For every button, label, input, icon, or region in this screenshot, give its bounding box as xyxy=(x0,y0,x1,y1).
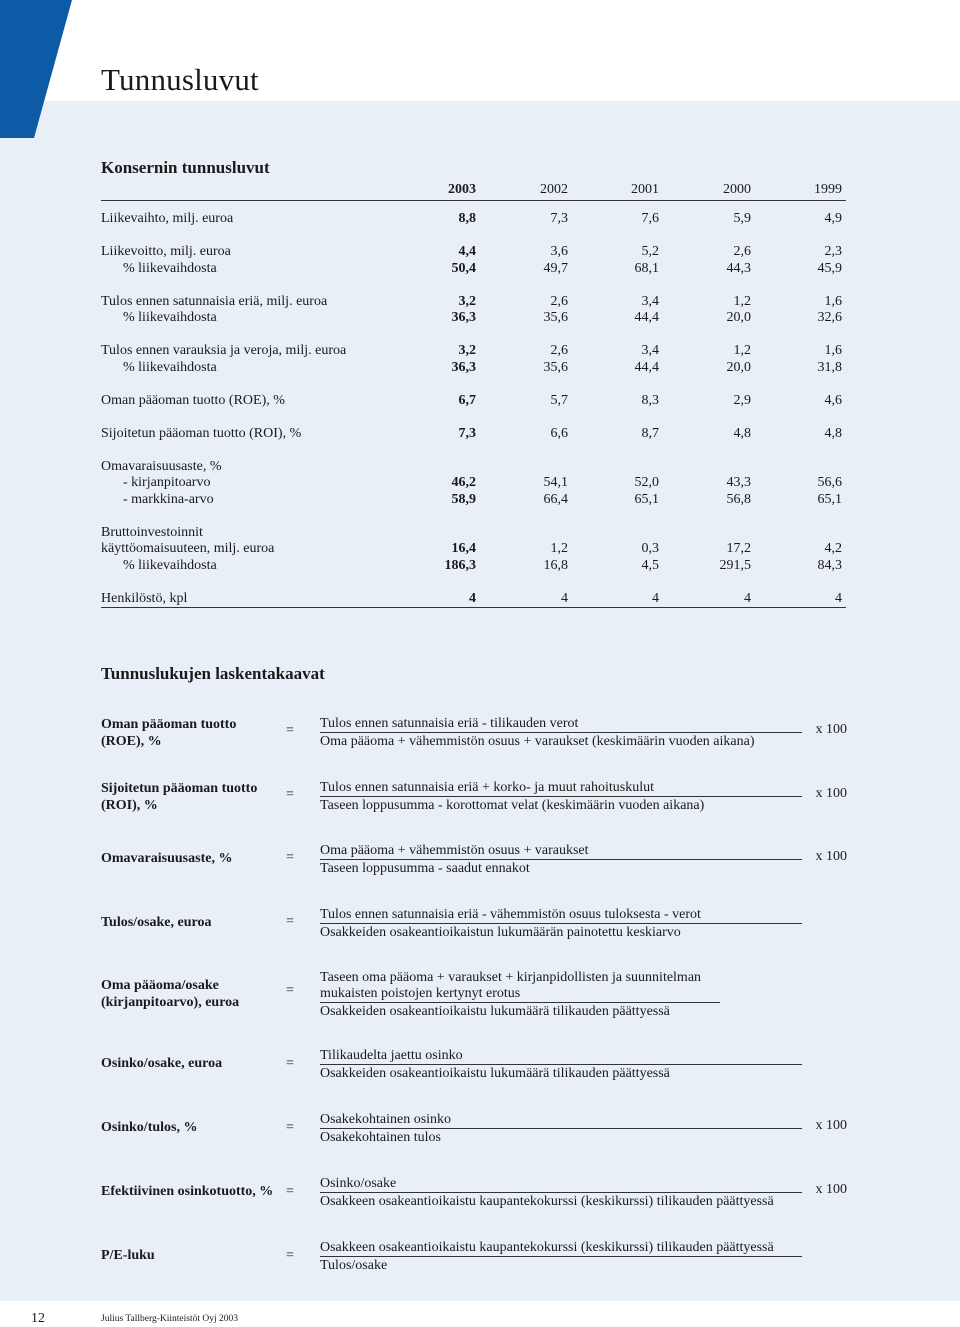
cell: 32,6 xyxy=(817,310,842,325)
cell: 65,1 xyxy=(634,491,659,507)
equals-sign: = xyxy=(286,1248,294,1263)
row-label: Henkilöstö, kpl xyxy=(101,590,188,606)
formula-denominator: Osakekohtainen tulos xyxy=(320,1130,441,1145)
corner-accent-stripe xyxy=(0,0,72,138)
table-row xyxy=(101,525,846,542)
table-row xyxy=(101,211,846,228)
table-row xyxy=(101,360,846,377)
cell: 17,2 xyxy=(726,541,751,556)
year-header: 2002 xyxy=(540,182,568,197)
row-label: Tulos ennen varauksia ja veroja, milj. euroa xyxy=(101,343,347,358)
cell: 36,3 xyxy=(451,359,476,375)
row-label: Oman pääoman tuotto (ROE), % xyxy=(101,392,285,408)
formula-name: Tulos/osake, euroa xyxy=(101,915,212,930)
cell: 2,6 xyxy=(550,343,568,358)
year-header: 2003 xyxy=(448,182,476,197)
equals-sign: = xyxy=(286,1056,294,1071)
row-label: käyttöomaisuuteen, milj. euroa xyxy=(101,541,275,556)
cell: 16,8 xyxy=(543,557,568,573)
cell: 186,3 xyxy=(444,557,476,573)
cell: 4 xyxy=(561,590,568,606)
key-figures-title: Konsernin tunnusluvut xyxy=(101,158,270,177)
formula-numerator: Tilikaudelta jaettu osinko xyxy=(320,1048,802,1065)
formula-name: Osinko/tulos, % xyxy=(101,1120,198,1135)
cell: 35,6 xyxy=(543,310,568,325)
cell: 4 xyxy=(652,590,659,606)
formula-multiplier: x 100 xyxy=(815,1182,847,1197)
cell: 84,3 xyxy=(817,557,842,573)
cell: 66,4 xyxy=(543,491,568,507)
cell: 68,1 xyxy=(634,260,659,276)
table-row xyxy=(101,393,846,410)
row-label: Liikevaihto, milj. euroa xyxy=(101,211,234,226)
cell: 50,4 xyxy=(451,260,476,276)
cell: 4,5 xyxy=(641,557,659,573)
formula-denominator: Osakkeiden osakeantioikaistu lukumäärä tilikauden päättyessä xyxy=(320,1004,670,1019)
table-row xyxy=(101,591,846,609)
table-row xyxy=(101,261,846,278)
formula-denominator: Osakkeiden osakeantioikaistun lukumäärän painotettu keskiarvo xyxy=(320,925,681,940)
cell: 20,0 xyxy=(726,359,751,375)
formula-numerator: Oma pääoma + vähemmistön osuus + varaukset xyxy=(320,843,802,860)
cell: 8,8 xyxy=(458,211,476,226)
formula-name: Osinko/osake, euroa xyxy=(101,1056,223,1071)
cell: 4 xyxy=(835,590,842,606)
cell: 56,6 xyxy=(817,475,842,490)
cell: 7,6 xyxy=(641,211,659,226)
cell: 7,3 xyxy=(458,425,476,441)
equals-sign: = xyxy=(286,723,294,738)
row-label: - markkina-arvo xyxy=(123,491,214,507)
formula-denominator: Osakkeen osakeantioikaistu kaupantekokurssi (keskikurssi) tilikauden päättyessä xyxy=(320,1194,774,1209)
cell: 46,2 xyxy=(451,475,476,490)
cell: 58,9 xyxy=(451,491,476,507)
cell: 3,4 xyxy=(641,343,659,358)
cell: 5,9 xyxy=(733,211,751,226)
year-header: 2001 xyxy=(631,182,659,197)
cell: 4 xyxy=(469,590,476,606)
cell: 44,4 xyxy=(634,359,659,375)
cell: 2,3 xyxy=(824,244,842,259)
equals-sign: = xyxy=(286,1184,294,1199)
table-row xyxy=(101,244,846,261)
formula-denominator: Oma pääoma + vähemmistön osuus + varaukset (keskimäärin vuoden aikana) xyxy=(320,734,755,749)
formula-name: Sijoitetun pääoman tuotto (ROI), % xyxy=(101,781,258,813)
cell: 0,3 xyxy=(641,541,659,556)
cell: 6,7 xyxy=(458,392,476,408)
formula-denominator: Osakkeiden osakeantioikaistu lukumäärä tilikauden päättyessä xyxy=(320,1066,670,1081)
cell: 3,4 xyxy=(641,293,659,309)
cell: 4,9 xyxy=(824,211,842,226)
table-row xyxy=(101,343,846,360)
cell: 20,0 xyxy=(726,310,751,325)
table-header-row xyxy=(101,180,846,201)
cell: 3,2 xyxy=(458,293,476,309)
cell: 52,0 xyxy=(634,475,659,490)
table-row xyxy=(101,426,846,443)
cell: 4 xyxy=(744,590,751,606)
formula-multiplier: x 100 xyxy=(815,786,847,801)
cell: 44,4 xyxy=(634,310,659,325)
formula-multiplier: x 100 xyxy=(815,1118,847,1133)
cell: 45,9 xyxy=(817,260,842,276)
formulas-title: Tunnuslukujen laskentakaavat xyxy=(101,664,325,683)
cell: 5,7 xyxy=(550,392,568,408)
cell: 2,9 xyxy=(733,392,751,408)
cell: 2,6 xyxy=(733,244,751,259)
year-header: 2000 xyxy=(723,182,751,197)
equals-sign: = xyxy=(286,983,294,998)
formula-numerator: Osakkeen osakeantioikaistu kaupantekokurssi (keskikurssi) tilikauden päättyessä xyxy=(320,1240,802,1257)
table-row xyxy=(101,310,846,327)
cell: 1,6 xyxy=(824,293,842,309)
page-title: Tunnusluvut xyxy=(101,62,259,97)
cell: 8,3 xyxy=(641,392,659,408)
equals-sign: = xyxy=(286,787,294,802)
cell: 49,7 xyxy=(543,260,568,276)
formula-name: Omavaraisuusaste, % xyxy=(101,851,233,866)
cell: 43,3 xyxy=(726,475,751,490)
cell: 1,6 xyxy=(824,343,842,358)
row-label: Bruttoinvestoinnit xyxy=(101,524,203,540)
cell: 56,8 xyxy=(726,491,751,507)
cell: 1,2 xyxy=(550,541,568,556)
formula-numerator: Osinko/osake xyxy=(320,1176,802,1193)
cell: 4,4 xyxy=(458,244,476,259)
cell: 36,3 xyxy=(451,310,476,325)
formula-name: P/E-luku xyxy=(101,1248,155,1263)
equals-sign: = xyxy=(286,1120,294,1135)
cell: 291,5 xyxy=(719,557,751,573)
table-row xyxy=(101,558,846,575)
cell: 31,8 xyxy=(817,359,842,375)
table-row xyxy=(101,541,846,558)
footer-company: Julius Tallberg-Kiinteistöt Oyj 2003 xyxy=(101,1314,238,1324)
formula-denominator: Taseen loppusumma - korottomat velat (keskimäärin vuoden aikana) xyxy=(320,798,705,813)
formula-name: Oman pääoman tuotto (ROE), % xyxy=(101,717,237,749)
row-label: - kirjanpitoarvo xyxy=(123,475,211,490)
formula-numerator: Osakekohtainen osinko xyxy=(320,1112,802,1129)
cell: 44,3 xyxy=(726,260,751,276)
cell: 5,2 xyxy=(641,244,659,259)
year-header: 1999 xyxy=(814,182,842,197)
cell: 4,6 xyxy=(824,392,842,408)
key-figures-table xyxy=(101,180,846,608)
cell: 3,2 xyxy=(458,343,476,358)
row-label: % liikevaihdosta xyxy=(123,260,217,276)
cell: 1,2 xyxy=(733,343,751,358)
formula-numerator: Tulos ennen satunnaisia eriä - tilikauden verot xyxy=(320,716,802,733)
equals-sign: = xyxy=(286,914,294,929)
equals-sign: = xyxy=(286,850,294,865)
table-row xyxy=(101,475,846,492)
cell: 16,4 xyxy=(451,541,476,556)
cell: 4,8 xyxy=(733,425,751,441)
row-label: Omavaraisuusaste, % xyxy=(101,458,222,474)
formula-name: Oma pääoma/osake (kirjanpitoarvo), euroa xyxy=(101,978,240,1010)
row-label: % liikevaihdosta xyxy=(123,310,217,325)
formula-multiplier: x 100 xyxy=(815,849,847,864)
row-label: Liikevoitto, milj. euroa xyxy=(101,244,231,259)
cell: 6,6 xyxy=(550,425,568,441)
cell: 4,8 xyxy=(824,425,842,441)
table-row xyxy=(101,294,846,311)
formula-numerator: Taseen oma pääoma + varaukset + kirjanpidollisten ja suunnitelman mukaisten poistojen kertynyt erotus xyxy=(320,970,720,1003)
cell: 2,6 xyxy=(550,293,568,309)
cell: 35,6 xyxy=(543,359,568,375)
cell: 7,3 xyxy=(550,211,568,226)
table-row xyxy=(101,459,846,476)
formula-multiplier: x 100 xyxy=(815,722,847,737)
cell: 8,7 xyxy=(641,425,659,441)
row-label: % liikevaihdosta xyxy=(123,557,217,573)
cell: 65,1 xyxy=(817,491,842,507)
page-number: 12 xyxy=(31,1311,45,1326)
cell: 54,1 xyxy=(543,475,568,490)
formula-numerator: Tulos ennen satunnaisia eriä + korko- ja muut rahoituskulut xyxy=(320,780,802,797)
formula-denominator: Taseen loppusumma - saadut ennakot xyxy=(320,861,530,876)
row-label: % liikevaihdosta xyxy=(123,359,217,375)
cell: 1,2 xyxy=(733,293,751,309)
formula-denominator: Tulos/osake xyxy=(320,1258,388,1273)
cell: 3,6 xyxy=(550,244,568,259)
formula-name: Efektiivinen osinkotuotto, % xyxy=(101,1184,274,1199)
row-label: Sijoitetun pääoman tuotto (ROI), % xyxy=(101,425,302,441)
row-label: Tulos ennen satunnaisia eriä, milj. euroa xyxy=(101,293,328,309)
formula-numerator: Tulos ennen satunnaisia eriä - vähemmistön osuus tuloksesta - verot xyxy=(320,907,802,924)
cell: 4,2 xyxy=(824,541,842,556)
table-row xyxy=(101,492,846,509)
